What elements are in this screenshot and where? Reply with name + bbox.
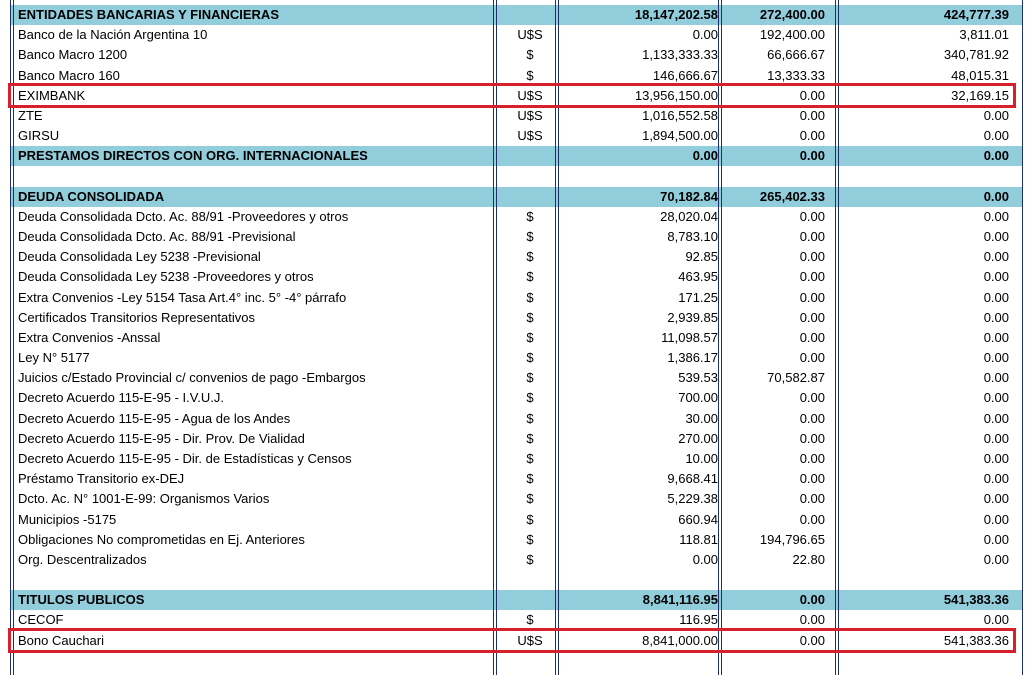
row-value-3: 541,383.36 [943,592,1009,608]
row-value-1: 13,956,150.00 [634,87,718,103]
row-currency: $ [526,228,534,244]
row-currency: $ [526,430,534,446]
row-currency: U$S [517,27,543,43]
row-currency: U$S [517,632,543,648]
row-description: TITULOS PUBLICOS [18,592,145,608]
column-divider [835,0,839,675]
row-currency: $ [526,67,534,83]
table-row [10,449,1022,469]
row-value-2: 0.00 [799,612,825,628]
row-currency: $ [526,511,534,527]
row-currency: $ [526,269,534,285]
row-value-3: 0.00 [983,410,1009,426]
row-currency [500,166,560,186]
row-value-1: 18,147,202.58 [634,7,718,22]
row-value-2: 13,333.33 [767,67,825,83]
row-currency: $ [526,551,534,567]
row-value-3: 0.00 [983,289,1009,305]
row-value-2: 0.00 [799,390,825,406]
row-value-3: 0.00 [983,249,1009,265]
row-currency: $ [526,47,534,63]
row-value-3: 0.00 [983,531,1009,547]
row-description: Banco de la Nación Argentina 10 [18,27,208,43]
row-value-1: 118.81 [679,531,718,547]
row-value-1: 1,894,500.00 [642,128,718,144]
row-value-2: 0.00 [799,148,825,164]
row-value-2: 0.00 [799,309,825,325]
row-currency: $ [526,471,534,487]
row-value-2: 0.00 [799,632,825,648]
row-currency: $ [526,350,534,366]
row-value-2: 0.00 [799,350,825,366]
row-value-3: 0.00 [983,128,1009,144]
row-value-3: 0.00 [983,228,1009,244]
row-value-1: 146,666.67 [652,67,718,83]
table-row [10,610,1022,630]
table-row [10,288,1022,308]
row-currency: $ [526,390,534,406]
row-value-3: 32,169.15 [951,87,1009,103]
row-description: Préstamo Transitorio ex-DEJ [18,471,185,487]
row-description: Extra Convenios -Ley 5154 Tasa Art.4° inc. 5° -4° párrafo [18,289,347,305]
row-value-1: 11,098.57 [661,329,718,345]
row-currency [500,570,560,590]
row-value-2: 0.00 [799,269,825,285]
row-value-1: 92.85 [685,249,718,265]
row-currency: $ [526,249,534,265]
row-description: CECOF [18,612,64,628]
row-value-1: 10.00 [685,450,718,466]
row-description: DEUDA CONSOLIDADA [18,188,165,204]
row-description: Dcto. Ac. N° 1001-E-99: Organismos Varios [18,491,270,507]
column-divider [555,0,559,675]
row-currency: $ [526,370,534,386]
table-row [10,510,1022,530]
row-currency: U$S [517,128,543,144]
table-row [10,530,1022,550]
row-currency: $ [526,491,534,507]
section-header-row [10,5,1022,25]
row-value-3: 0.00 [983,430,1009,446]
row-value-1: 70,182.84 [660,188,718,204]
row-value-3: 0.00 [983,511,1009,527]
row-currency: $ [526,531,534,547]
table-row [10,247,1022,267]
row-value-3: 0.00 [983,350,1009,366]
table-row [10,550,1022,570]
row-description: Banco Macro 1200 [18,47,128,63]
section-header-row [10,187,1022,207]
row-currency: $ [526,289,534,305]
row-value-1: 2,939.85 [667,309,718,325]
row-value-1: 1,133,333.33 [642,47,718,63]
row-value-1 [565,166,718,186]
row-description: Bono Cauchari [18,632,104,648]
row-value-2: 0.00 [799,87,825,103]
table-row [10,106,1022,126]
row-description: Juicios c/Estado Provincial c/ convenios de pago -Embargos [18,370,366,386]
column-divider [10,0,14,675]
row-value-2: 0.00 [799,249,825,265]
row-description: Certificados Transitorios Representativos [18,309,255,325]
row-value-3: 424,777.39 [943,7,1009,22]
table-row [10,469,1022,489]
row-value-2: 0.00 [799,228,825,244]
table-row [10,368,1022,388]
row-description: Ley N° 5177 [18,350,90,366]
row-value-2: 0.00 [799,471,825,487]
row-description: Decreto Acuerdo 115-E-95 - I.V.U.J. [18,390,224,406]
row-value-2: 194,796.65 [759,531,825,547]
row-description: Decreto Acuerdo 115-E-95 - Agua de los Andes [18,410,291,426]
table-row [10,308,1022,328]
row-value-3: 340,781.92 [943,47,1009,63]
row-value-2: 0.00 [799,208,825,224]
table-row [10,227,1022,247]
row-value-3: 0.00 [983,148,1009,164]
row-value-2: 192,400.00 [759,27,825,43]
row-currency: $ [526,309,534,325]
row-value-2: 0.00 [799,491,825,507]
row-value-1: 116.95 [679,612,718,628]
row-value-1 [565,570,718,590]
row-value-1: 539.53 [678,370,718,386]
row-value-2: 0.00 [799,410,825,426]
table-row [10,409,1022,429]
row-description: Decreto Acuerdo 115-E-95 - Dir. Prov. De Vialidad [18,430,305,446]
row-value-2: 0.00 [799,430,825,446]
table-row [10,86,1022,106]
row-currency: $ [526,612,534,628]
row-value-3: 48,015.31 [951,67,1009,83]
table-row [10,348,1022,368]
row-value-1: 30.00 [685,410,718,426]
row-value-3 [845,166,1009,186]
row-description: PRESTAMOS DIRECTOS CON ORG. INTERNACIONALES [18,148,368,164]
row-description: Deuda Consolidada Dcto. Ac. 88/91 -Proveedores y otros [18,208,349,224]
table-row [10,328,1022,348]
row-value-2: 0.00 [799,329,825,345]
spacer-row [10,570,1022,590]
row-description: Deuda Consolidada Dcto. Ac. 88/91 -Previsional [18,228,296,244]
row-value-1: 660.94 [678,511,718,527]
row-value-3: 0.00 [983,471,1009,487]
row-value-2: 0.00 [799,592,825,608]
row-description [18,166,498,186]
row-value-2: 22.80 [792,551,825,567]
row-value-1: 0.00 [692,27,718,43]
row-value-3: 0.00 [983,309,1009,325]
row-description: Extra Convenios -Anssal [18,329,161,345]
table-row [10,388,1022,408]
row-value-1: 171.25 [678,289,718,305]
row-value-2: 70,582.87 [767,370,825,386]
row-value-2: 66,666.67 [767,47,825,63]
row-currency: U$S [517,87,543,103]
row-currency: $ [526,329,534,345]
row-value-3 [845,570,1009,590]
row-description: Deuda Consolidada Ley 5238 -Proveedores y otros [18,269,314,285]
row-value-1: 8,783.10 [667,228,718,244]
row-currency [500,187,560,207]
table-row [10,489,1022,509]
row-value-1: 270.00 [678,430,718,446]
table-row [10,631,1022,651]
row-value-1: 1,386.17 [667,350,718,366]
row-value-1: 0.00 [692,148,718,164]
row-value-3: 0.00 [983,188,1009,204]
row-description: Decreto Acuerdo 115-E-95 - Dir. de Estadísticas y Censos [18,450,352,466]
row-value-2: 265,402.33 [759,188,825,204]
row-value-3: 3,811.01 [959,27,1009,43]
row-value-1: 1,016,552.58 [642,107,718,123]
row-currency: $ [526,208,534,224]
column-divider [718,0,722,675]
row-description: Obligaciones No comprometidas en Ej. Anteriores [18,531,305,547]
row-value-3: 0.00 [983,491,1009,507]
row-value-3: 0.00 [983,390,1009,406]
row-description: GIRSU [18,128,60,144]
table-row [10,25,1022,45]
row-description: Banco Macro 160 [18,67,120,83]
row-value-3: 0.00 [983,107,1009,123]
row-description: Deuda Consolidada Ley 5238 -Previsional [18,249,261,265]
row-currency [500,146,560,166]
row-description: ENTIDADES BANCARIAS Y FINANCIERAS [18,7,279,22]
table-row [10,66,1022,86]
row-value-3: 541,383.36 [943,632,1009,648]
row-value-2: 0.00 [799,289,825,305]
row-value-2: 0.00 [799,107,825,123]
table-row [10,429,1022,449]
row-description [18,570,498,590]
table-row [10,45,1022,65]
row-value-1: 700.00 [678,390,718,406]
row-value-2: 272,400.00 [759,7,825,22]
section-header-row [10,146,1022,166]
row-currency [500,590,560,610]
row-value-1: 8,841,116.95 [642,592,718,608]
row-value-2: 0.00 [799,511,825,527]
row-value-1: 463.95 [678,269,718,285]
row-currency: $ [526,410,534,426]
table-row [10,207,1022,227]
row-value-2: 0.00 [799,128,825,144]
row-value-2 [728,570,825,590]
row-value-1: 9,668.41 [667,471,718,487]
row-value-3: 0.00 [983,551,1009,567]
row-value-1: 28,020.04 [660,208,718,224]
row-value-2 [728,166,825,186]
row-value-3: 0.00 [983,269,1009,285]
row-value-3: 0.00 [983,612,1009,628]
spacer-row [10,166,1022,186]
row-value-2: 0.00 [799,450,825,466]
row-currency: $ [526,450,534,466]
row-value-1: 0.00 [692,551,718,567]
row-value-1: 8,841,000.00 [642,632,718,648]
section-header-row [10,590,1022,610]
table-row [10,267,1022,287]
row-description: EXIMBANK [18,87,86,103]
column-divider [493,0,497,675]
row-currency [500,5,560,25]
row-description: Municipios -5175 [18,511,117,527]
row-value-3: 0.00 [983,208,1009,224]
column-divider [1022,0,1023,675]
row-value-3: 0.00 [983,370,1009,386]
row-value-1: 5,229.38 [667,491,718,507]
table-row [10,126,1022,146]
row-value-3: 0.00 [983,329,1009,345]
row-currency: U$S [517,107,543,123]
row-value-3: 0.00 [983,450,1009,466]
row-description: ZTE [18,107,43,123]
row-description: Org. Descentralizados [18,551,147,567]
